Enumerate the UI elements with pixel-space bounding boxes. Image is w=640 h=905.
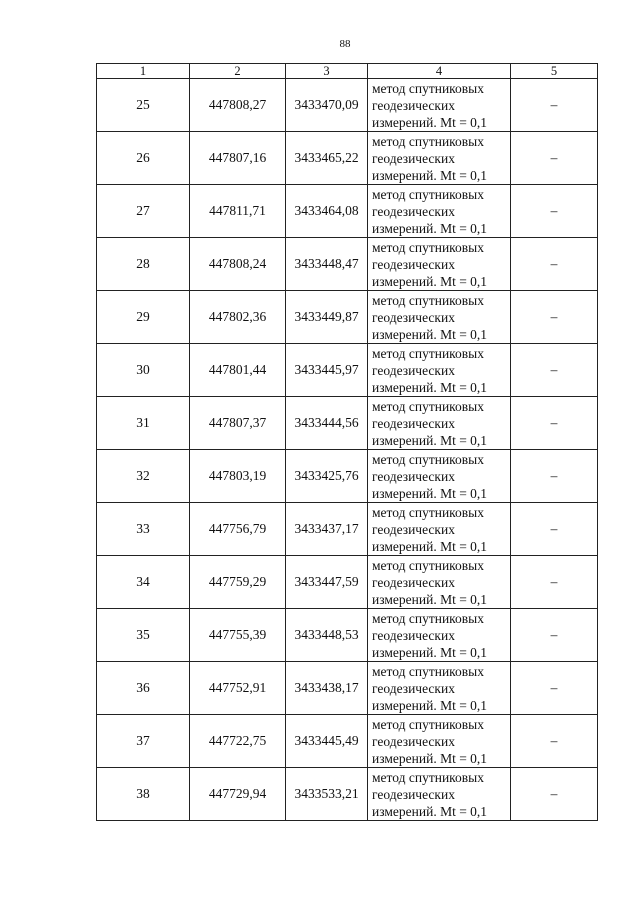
point-number: 36 xyxy=(97,662,190,715)
method-line-2: геодезических xyxy=(372,468,455,484)
y-coordinate: 3433447,59 xyxy=(286,556,368,609)
y-coordinate: 3433448,53 xyxy=(286,609,368,662)
method-description xyxy=(368,450,511,503)
method-line-2: геодезических xyxy=(372,97,455,113)
x-coordinate: 447803,19 xyxy=(190,450,286,503)
page-number: 88 xyxy=(339,38,351,50)
table-row xyxy=(97,185,598,238)
method-description xyxy=(368,185,511,238)
method-line-2: геодезических xyxy=(372,309,455,325)
method-description xyxy=(368,662,511,715)
method-line-1: метод спутниковых xyxy=(372,504,484,520)
x-coordinate: 447729,94 xyxy=(190,768,286,821)
method-line-1: метод спутниковых xyxy=(372,186,484,202)
table-row xyxy=(97,662,598,715)
y-coordinate: 3433445,97 xyxy=(286,344,368,397)
method-description xyxy=(368,79,511,132)
x-coordinate: 447807,16 xyxy=(190,132,286,185)
table-row xyxy=(97,79,598,132)
y-coordinate: 3433470,09 xyxy=(286,79,368,132)
table-row xyxy=(97,450,598,503)
note-dash: – xyxy=(511,556,598,609)
note-dash: – xyxy=(511,662,598,715)
method-description xyxy=(368,291,511,344)
method-line-3: измерений. Mt = 0,1 xyxy=(372,432,488,448)
table-row xyxy=(97,344,598,397)
method-line-3: измерений. Mt = 0,1 xyxy=(372,485,488,501)
table-row xyxy=(97,238,598,291)
method-line-1: метод спутниковых xyxy=(372,451,484,467)
point-number: 30 xyxy=(97,344,190,397)
method-line-3: измерений. Mt = 0,1 xyxy=(372,167,488,183)
point-number: 28 xyxy=(97,238,190,291)
column-header-4: 4 xyxy=(368,64,511,79)
method-line-2: геодезических xyxy=(372,415,455,431)
table-row xyxy=(97,132,598,185)
note-dash: – xyxy=(511,450,598,503)
x-coordinate: 447755,39 xyxy=(190,609,286,662)
x-coordinate: 447807,37 xyxy=(190,397,286,450)
x-coordinate: 447808,24 xyxy=(190,238,286,291)
y-coordinate: 3433437,17 xyxy=(286,503,368,556)
note-dash: – xyxy=(511,397,598,450)
method-line-1: метод спутниковых xyxy=(372,769,484,785)
method-line-2: геодезических xyxy=(372,680,455,696)
note-dash: – xyxy=(511,291,598,344)
point-number: 35 xyxy=(97,609,190,662)
method-line-3: измерений. Mt = 0,1 xyxy=(372,273,488,289)
note-dash: – xyxy=(511,768,598,821)
method-line-1: метод спутниковых xyxy=(372,80,484,96)
point-number: 25 xyxy=(97,79,190,132)
column-header-3: 3 xyxy=(286,64,368,79)
note-dash: – xyxy=(511,79,598,132)
point-number: 27 xyxy=(97,185,190,238)
table-row xyxy=(97,556,598,609)
method-description xyxy=(368,397,511,450)
point-number: 26 xyxy=(97,132,190,185)
point-number: 33 xyxy=(97,503,190,556)
point-number: 31 xyxy=(97,397,190,450)
point-number: 37 xyxy=(97,715,190,768)
x-coordinate: 447759,29 xyxy=(190,556,286,609)
method-line-3: измерений. Mt = 0,1 xyxy=(372,750,488,766)
column-header-5: 5 xyxy=(511,64,598,79)
point-number: 32 xyxy=(97,450,190,503)
method-line-1: метод спутниковых xyxy=(372,663,484,679)
x-coordinate: 447808,27 xyxy=(190,79,286,132)
y-coordinate: 3433444,56 xyxy=(286,397,368,450)
method-line-3: измерений. Mt = 0,1 xyxy=(372,379,488,395)
y-coordinate: 3433445,49 xyxy=(286,715,368,768)
method-line-2: геодезических xyxy=(372,574,455,590)
table-row xyxy=(97,397,598,450)
point-number: 38 xyxy=(97,768,190,821)
method-line-1: метод спутниковых xyxy=(372,716,484,732)
y-coordinate: 3433449,87 xyxy=(286,291,368,344)
method-description xyxy=(368,132,511,185)
x-coordinate: 447801,44 xyxy=(190,344,286,397)
method-line-2: геодезических xyxy=(372,786,455,802)
note-dash: – xyxy=(511,185,598,238)
x-coordinate: 447752,91 xyxy=(190,662,286,715)
method-description xyxy=(368,768,511,821)
method-description xyxy=(368,344,511,397)
method-line-3: измерений. Mt = 0,1 xyxy=(372,538,488,554)
note-dash: – xyxy=(511,238,598,291)
method-line-1: метод спутниковых xyxy=(372,345,484,361)
table-row xyxy=(97,609,598,662)
method-line-3: измерений. Mt = 0,1 xyxy=(372,644,488,660)
method-line-3: измерений. Mt = 0,1 xyxy=(372,220,488,236)
method-line-2: геодезических xyxy=(372,256,455,272)
note-dash: – xyxy=(511,503,598,556)
table-row xyxy=(97,715,598,768)
note-dash: – xyxy=(511,344,598,397)
y-coordinate: 3433464,08 xyxy=(286,185,368,238)
y-coordinate: 3433465,22 xyxy=(286,132,368,185)
table-row xyxy=(97,768,598,821)
coordinates-table-body xyxy=(97,64,598,821)
method-line-2: геодезических xyxy=(372,203,455,219)
method-line-2: геодезических xyxy=(372,362,455,378)
method-description xyxy=(368,503,511,556)
method-line-3: измерений. Mt = 0,1 xyxy=(372,326,488,342)
x-coordinate: 447756,79 xyxy=(190,503,286,556)
method-line-3: измерений. Mt = 0,1 xyxy=(372,803,488,819)
x-coordinate: 447802,36 xyxy=(190,291,286,344)
method-description xyxy=(368,556,511,609)
method-description xyxy=(368,609,511,662)
point-number: 34 xyxy=(97,556,190,609)
coordinates-table xyxy=(96,63,598,821)
note-dash: – xyxy=(511,609,598,662)
column-header-1: 1 xyxy=(97,64,190,79)
table-row xyxy=(97,503,598,556)
method-line-2: геодезических xyxy=(372,627,455,643)
y-coordinate: 3433425,76 xyxy=(286,450,368,503)
point-number: 29 xyxy=(97,291,190,344)
method-line-2: геодезических xyxy=(372,521,455,537)
y-coordinate: 3433438,17 xyxy=(286,662,368,715)
method-line-2: геодезических xyxy=(372,150,455,166)
method-line-2: геодезических xyxy=(372,733,455,749)
method-description xyxy=(368,715,511,768)
note-dash: – xyxy=(511,132,598,185)
method-line-3: измерений. Mt = 0,1 xyxy=(372,697,488,713)
method-line-1: метод спутниковых xyxy=(372,239,484,255)
y-coordinate: 3433533,21 xyxy=(286,768,368,821)
y-coordinate: 3433448,47 xyxy=(286,238,368,291)
method-line-1: метод спутниковых xyxy=(372,610,484,626)
method-line-1: метод спутниковых xyxy=(372,292,484,308)
method-line-1: метод спутниковых xyxy=(372,557,484,573)
x-coordinate: 447722,75 xyxy=(190,715,286,768)
table-row xyxy=(97,291,598,344)
method-description xyxy=(368,238,511,291)
method-line-1: метод спутниковых xyxy=(372,398,484,414)
method-line-3: измерений. Mt = 0,1 xyxy=(372,114,488,130)
table-header-row xyxy=(97,64,598,79)
x-coordinate: 447811,71 xyxy=(190,185,286,238)
method-line-1: метод спутниковых xyxy=(372,133,484,149)
note-dash: – xyxy=(511,715,598,768)
method-line-3: измерений. Mt = 0,1 xyxy=(372,591,488,607)
column-header-2: 2 xyxy=(190,64,286,79)
